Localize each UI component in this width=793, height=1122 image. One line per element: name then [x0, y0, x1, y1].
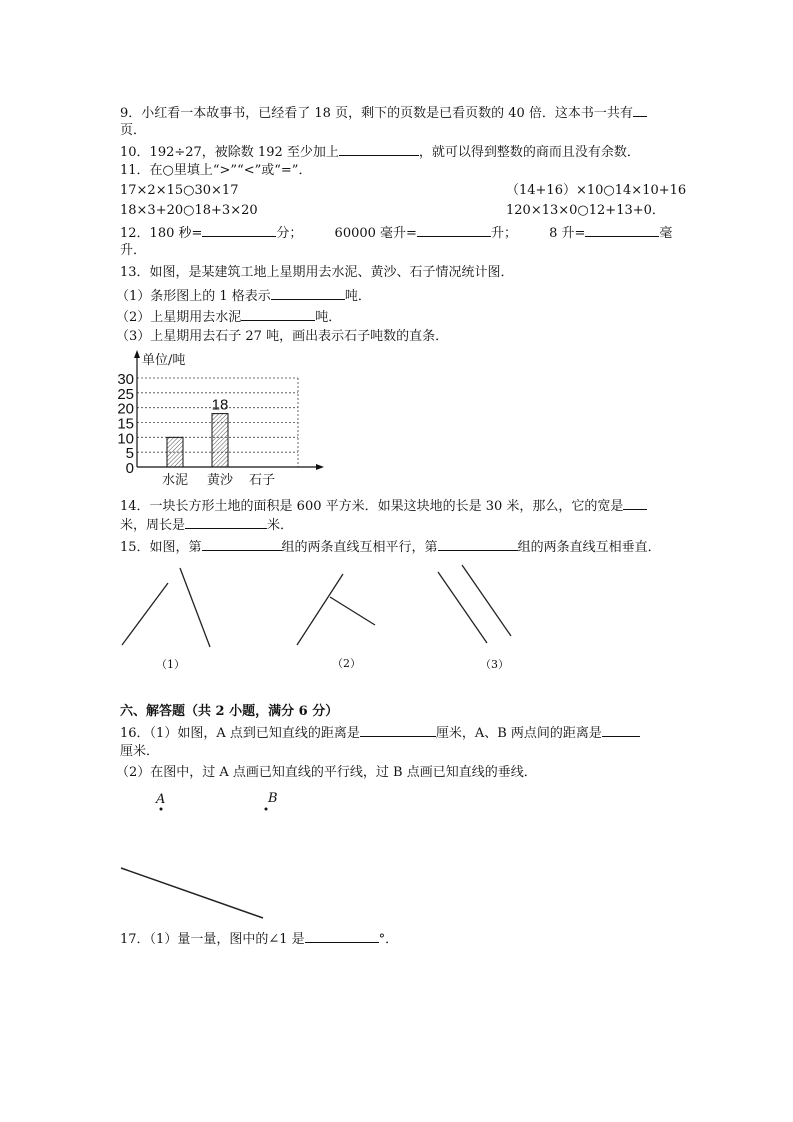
question-15 [120, 538, 661, 556]
q12-u2: 升； [490, 226, 517, 241]
question-11: 11．在○里填上“>”“<”或“=”． [120, 163, 312, 178]
q9-text: 9．小红看一本故事书，已经看了 18 页，剩下的页数是已看页数的 40 倍．这本书一共有 [120, 106, 633, 121]
q15-figure-3 [438, 565, 511, 643]
question-17 [120, 930, 398, 948]
q11-d: 120×13×0○12+13+0． [506, 203, 665, 218]
q14-pre: 14．一块长方形土地的面积是 600 平方米．如果这块地的长是 30 米，那么，它的宽是 [120, 499, 624, 514]
q16-pre: 16．（1）如图，A 点到已知直线的距离是 [120, 726, 360, 741]
q10-post: ，就可以得到整数的商而且没有余数． [418, 145, 640, 160]
question-16 [120, 724, 640, 742]
y-axis-arrow [134, 350, 140, 358]
y-tick-label: 25 [117, 385, 134, 403]
q12-p2: 60000 毫升= [334, 226, 417, 241]
q14-line2 [120, 516, 293, 534]
q10-pre: 10．192÷27，被除数 192 至少加上 [120, 145, 339, 160]
bar-chart [117, 350, 324, 488]
q14-l2-post: 米． [267, 518, 294, 533]
x-axis-arrow [316, 464, 324, 470]
y-tick-label: 30 [117, 371, 134, 388]
q9-tail: 页． [120, 123, 147, 138]
question-14 [120, 497, 647, 515]
q16-blank-1[interactable] [360, 724, 436, 737]
x-tick-label: 石子 [248, 473, 276, 488]
q15-figure-1 [122, 568, 210, 647]
q15-post: 组的两条直线互相垂直． [517, 540, 661, 555]
known-line [121, 868, 263, 918]
q11-b: （14+16）×10○14×10+16 [506, 183, 687, 198]
y-tick-label: 15 [117, 415, 134, 433]
label-b: B [268, 791, 278, 806]
q14-blank-2[interactable] [185, 516, 267, 529]
x-tick-label: 水泥 [161, 473, 189, 488]
q11-c: 18×3+20○18+3×20 [120, 203, 258, 218]
q14-blank-1[interactable] [623, 497, 647, 510]
y-tick-label: 5 [125, 445, 134, 463]
y-axis-label: 单位/吨 [142, 353, 186, 368]
y-tick-label: 0 [125, 460, 134, 477]
point-b [265, 808, 268, 811]
q16-s2: （2）在图中，过 A 点画已知直线的平行线，过 B 点画已知直线的垂线． [116, 765, 537, 780]
label-a: A [156, 792, 166, 807]
y-tick-label: 10 [117, 430, 134, 448]
bar [212, 414, 228, 467]
x-tick-label: 黄沙 [206, 473, 234, 488]
q12-tail: 升． [120, 243, 147, 258]
q15-label-1: （1） [156, 658, 185, 671]
q13-s1-post: 吨． [344, 289, 371, 304]
question-13: 13．如图，是某建筑工地上星期用去水泥、黄沙、石子情况统计图． [120, 265, 514, 280]
q13-s2-pre: （2）上星期用去水泥 [116, 310, 242, 325]
y-tick-label: 20 [117, 400, 134, 418]
q12-p3: 8 升= [549, 226, 586, 241]
q13-s3: （3）上星期用去石子 27 吨，画出表示石子吨数的直条． [116, 329, 449, 344]
q15-figure-2 [297, 574, 375, 645]
q12-u1: 分； [276, 226, 303, 241]
q17-blank[interactable] [305, 930, 379, 943]
q12-p1: 12．180 秒= [120, 226, 203, 241]
q16-tail: 厘米． [120, 744, 160, 759]
data-label: 18 [211, 396, 229, 414]
q15-pre: 15．如图，第 [120, 540, 202, 555]
q17-pre: 17．（1）量一量，图中的∠1 是 [120, 932, 305, 947]
q15-blank-2[interactable] [438, 538, 518, 551]
q13-s2-post: 吨． [315, 310, 342, 325]
q16-blank-2[interactable] [602, 724, 640, 737]
q15-mid: 组的两条直线互相平行，第 [281, 540, 438, 555]
q15-blank-1[interactable] [202, 538, 282, 551]
section-6-title: 六、解答题（共 2 小题，满分 6 分） [120, 704, 339, 719]
q14-l2-pre: 米，周长是 [120, 518, 186, 533]
q13-s1-pre: （1）条形图上的 1 格表示 [116, 289, 271, 304]
bar [167, 437, 183, 467]
q12-u3: 毫 [659, 226, 673, 241]
q11-a: 17×2×15○30×17 [120, 183, 239, 198]
q15-label-2: （2） [332, 657, 361, 670]
q15-label-3: （3） [480, 658, 509, 671]
q16-mid: 厘米，A、B 两点间的距离是 [435, 726, 602, 741]
q17-post: °． [378, 932, 399, 947]
